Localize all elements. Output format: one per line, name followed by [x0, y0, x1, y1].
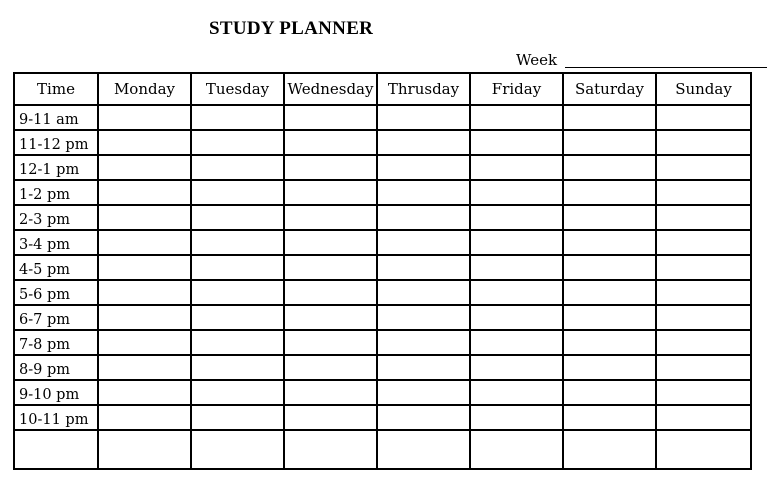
planner-cell[interactable] [284, 380, 377, 405]
planner-cell[interactable] [563, 255, 656, 280]
planner-cell[interactable] [470, 380, 563, 405]
time-slot-label: 6-7 pm [14, 305, 98, 330]
planner-cell[interactable] [191, 280, 284, 305]
header-monday: Monday [98, 73, 191, 105]
table-row [14, 405, 751, 430]
planner-cell[interactable] [98, 180, 191, 205]
planner-cell[interactable] [98, 280, 191, 305]
time-slot-label: 1-2 pm [14, 180, 98, 205]
planner-cell[interactable] [191, 355, 284, 380]
planner-cell[interactable] [284, 105, 377, 130]
time-slot-label [14, 430, 98, 469]
table-row [14, 430, 751, 469]
planner-cell[interactable] [377, 230, 470, 255]
planner-cell[interactable] [191, 405, 284, 430]
time-slot-label: 3-4 pm [14, 230, 98, 255]
planner-cell[interactable] [563, 280, 656, 305]
planner-cell[interactable] [98, 430, 191, 469]
planner-cell[interactable] [377, 430, 470, 469]
planner-cell[interactable] [377, 380, 470, 405]
planner-cell[interactable] [656, 155, 751, 180]
planner-cell[interactable] [191, 305, 284, 330]
planner-cell[interactable] [284, 205, 377, 230]
planner-cell[interactable] [377, 330, 470, 355]
time-slot-label: 2-3 pm [14, 205, 98, 230]
planner-cell[interactable] [656, 430, 751, 469]
page-title: STUDY PLANNER [209, 18, 374, 39]
table-row [14, 280, 751, 305]
planner-cell[interactable] [470, 105, 563, 130]
planner-cell[interactable] [98, 230, 191, 255]
header-sunday: Sunday [656, 73, 751, 105]
planner-cell[interactable] [656, 405, 751, 430]
time-slot-label: 10-11 pm [14, 405, 98, 430]
planner-cell[interactable] [284, 355, 377, 380]
planner-cell[interactable] [656, 255, 751, 280]
planner-cell[interactable] [377, 355, 470, 380]
planner-cell[interactable] [377, 305, 470, 330]
planner-cell[interactable] [656, 180, 751, 205]
planner-cell[interactable] [284, 305, 377, 330]
planner-cell[interactable] [191, 130, 284, 155]
planner-cell[interactable] [98, 130, 191, 155]
planner-cell[interactable] [470, 280, 563, 305]
planner-cell[interactable] [470, 130, 563, 155]
planner-cell[interactable] [191, 330, 284, 355]
planner-cell[interactable] [284, 330, 377, 355]
planner-cell[interactable] [98, 155, 191, 180]
header-thursday: Thrusday [377, 73, 470, 105]
time-slot-label: 9-11 am [14, 105, 98, 130]
planner-cell[interactable] [563, 105, 656, 130]
table-row [14, 380, 751, 405]
planner-cell[interactable] [191, 155, 284, 180]
week-label: Week [516, 51, 558, 69]
time-slot-label: 9-10 pm [14, 380, 98, 405]
time-slot-label: 4-5 pm [14, 255, 98, 280]
planner-cell[interactable] [563, 405, 656, 430]
planner-cell[interactable] [98, 105, 191, 130]
planner-cell[interactable] [191, 230, 284, 255]
planner-cell[interactable] [563, 355, 656, 380]
planner-cell[interactable] [656, 380, 751, 405]
planner-cell[interactable] [377, 405, 470, 430]
planner-cell[interactable] [470, 405, 563, 430]
header-row [14, 73, 751, 105]
planner-cell[interactable] [656, 130, 751, 155]
planner-cell[interactable] [98, 355, 191, 380]
planner-cell[interactable] [284, 155, 377, 180]
planner-cell[interactable] [98, 205, 191, 230]
planner-cell[interactable] [470, 230, 563, 255]
planner-cell[interactable] [284, 430, 377, 469]
planner-cell[interactable] [470, 155, 563, 180]
time-slot-label: 11-12 pm [14, 130, 98, 155]
planner-cell[interactable] [191, 430, 284, 469]
table-row [14, 355, 751, 380]
time-slot-label: 8-9 pm [14, 355, 98, 380]
time-slot-label: 5-6 pm [14, 280, 98, 305]
table-row [14, 180, 751, 205]
planner-cell[interactable] [656, 205, 751, 230]
planner-cell[interactable] [470, 330, 563, 355]
planner-cell[interactable] [563, 380, 656, 405]
header-tuesday: Tuesday [191, 73, 284, 105]
planner-cell[interactable] [191, 105, 284, 130]
header-saturday: Saturday [563, 73, 656, 105]
planner-cell[interactable] [470, 430, 563, 469]
planner-cell[interactable] [377, 155, 470, 180]
planner-cell[interactable] [656, 230, 751, 255]
table-row [14, 205, 751, 230]
planner-cell[interactable] [563, 205, 656, 230]
planner-cell[interactable] [563, 180, 656, 205]
planner-body [14, 105, 751, 469]
planner-cell[interactable] [191, 380, 284, 405]
planner-cell[interactable] [98, 330, 191, 355]
planner-cell[interactable] [470, 255, 563, 280]
planner-cell[interactable] [563, 155, 656, 180]
planner-cell[interactable] [377, 205, 470, 230]
planner-cell[interactable] [656, 330, 751, 355]
planner-cell[interactable] [470, 305, 563, 330]
planner-cell[interactable] [656, 280, 751, 305]
planner-cell[interactable] [284, 280, 377, 305]
planner-cell[interactable] [470, 355, 563, 380]
planner-cell[interactable] [563, 305, 656, 330]
table-row [14, 330, 751, 355]
planner-cell[interactable] [284, 180, 377, 205]
header-wednesday: Wednesday [284, 73, 377, 105]
table-row [14, 305, 751, 330]
planner-table [13, 72, 752, 470]
planner-cell[interactable] [191, 205, 284, 230]
time-slot-label: 12-1 pm [14, 155, 98, 180]
planner-cell[interactable] [563, 330, 656, 355]
planner-cell[interactable] [284, 130, 377, 155]
table-row [14, 230, 751, 255]
table-row [14, 255, 751, 280]
planner-cell[interactable] [191, 180, 284, 205]
header-time: Time [14, 73, 98, 105]
planner-cell[interactable] [284, 230, 377, 255]
table-row [14, 105, 751, 130]
planner-cell[interactable] [563, 430, 656, 469]
time-slot-label: 7-8 pm [14, 330, 98, 355]
planner-cell[interactable] [284, 255, 377, 280]
planner-cell[interactable] [191, 255, 284, 280]
planner-cell[interactable] [98, 405, 191, 430]
week-input-line[interactable] [565, 67, 767, 68]
planner-cell[interactable] [98, 305, 191, 330]
planner-cell[interactable] [470, 205, 563, 230]
planner-cell[interactable] [656, 305, 751, 330]
planner-cell[interactable] [377, 130, 470, 155]
header-friday: Friday [470, 73, 563, 105]
planner-cell[interactable] [98, 255, 191, 280]
planner-cell[interactable] [284, 405, 377, 430]
planner-cell[interactable] [656, 355, 751, 380]
planner-cell[interactable] [377, 105, 470, 130]
planner-cell[interactable] [377, 255, 470, 280]
table-row [14, 155, 751, 180]
planner-cell[interactable] [563, 130, 656, 155]
planner-cell[interactable] [470, 180, 563, 205]
planner-cell[interactable] [377, 280, 470, 305]
table-row [14, 130, 751, 155]
planner-cell[interactable] [656, 105, 751, 130]
planner-cell[interactable] [98, 380, 191, 405]
planner-cell[interactable] [377, 180, 470, 205]
planner-cell[interactable] [563, 230, 656, 255]
